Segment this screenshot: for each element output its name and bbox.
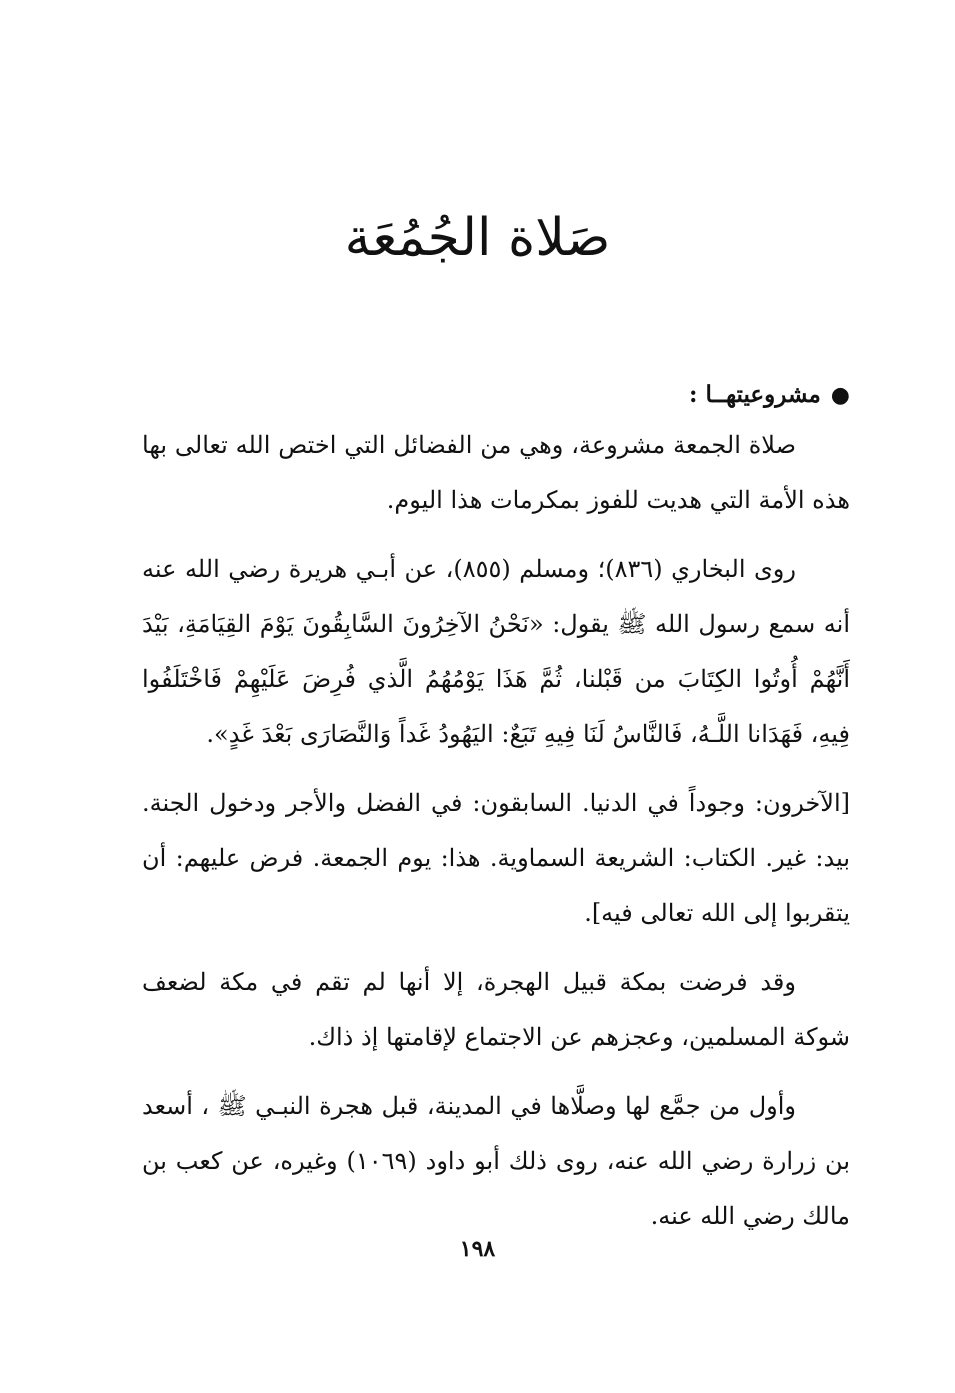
- paragraph-legitimacy: [142, 418, 850, 528]
- paragraph-history: [142, 955, 850, 1065]
- paragraph-text: وأول من جمَّع لها وصلَّاها في المدينة، قبل هجرة النبـي ﷺ ، أسعد بن زرارة رضي الله عنه، روى ذلك أبو داود (١٠٦٩) وغيره، عن كعب بن مالك رضي الله عنه.: [142, 1092, 850, 1230]
- section-heading: [142, 372, 850, 418]
- paragraph-text: وقد فرضت بمكة قبيل الهجرة، إلا أنها لم تقم في مكة لضعف شوكة المسلمين، وعجزهم عن الاجتماع لإقامتها إذ ذاك.: [142, 968, 850, 1051]
- paragraph-text: صلاة الجمعة مشروعة، وهي من الفضائل التي اختص الله تعالى بها هذه الأمة التي هديت للفوز بمكرمات هذا اليوم.: [142, 431, 850, 514]
- paragraph-glossary: [142, 776, 850, 941]
- paragraph-text: روى البخاري (٨٣٦)؛ ومسلم (٨٥٥)، عن أبـي هريرة رضي الله عنه أنه سمع رسول الله ﷺ يقول: «نَحْنُ الآخِرُونَ السَّابِقُونَ يَوْمَ القِيَامَةِ، بَيْدَ أَنَّهُمْ أُوتُوا الكِتَابَ من قَبْلنا، ثُمَّ هَذَا يَوْمُهُمُ الَّذي فُرِضَ عَلَيْهِمْ فَاخْتَلَفُوا فِيهِ، فَهَدَانا اللَّـهُ، فَالنَّاسُ لَنَا فِيهِ تَبَعٌ: اليَهُودُ غَداً وَالنَّصَارَى بَعْدَ غَدٍ».: [142, 555, 850, 748]
- page-number: ١٩٨: [459, 1236, 496, 1262]
- page-content: [142, 372, 850, 1258]
- section-heading-text: مشروعيتهــا :: [688, 381, 821, 408]
- paragraph-text: [الآخرون: وجوداً في الدنيا. السابقون: في الفضل والأجر ودخول الجنة. بيد: غير. الكتاب: الشريعة السماوية. هذا: يوم الجمعة. فرض عليهم: أن يتقربوا إلى الله تعالى فيه].: [142, 789, 850, 927]
- paragraph-first-prayer: [142, 1079, 850, 1244]
- bullet-icon: ●: [830, 382, 850, 408]
- paragraph-hadith: [142, 542, 850, 762]
- chapter-title: صَلاة الجُمُعَة: [344, 208, 611, 268]
